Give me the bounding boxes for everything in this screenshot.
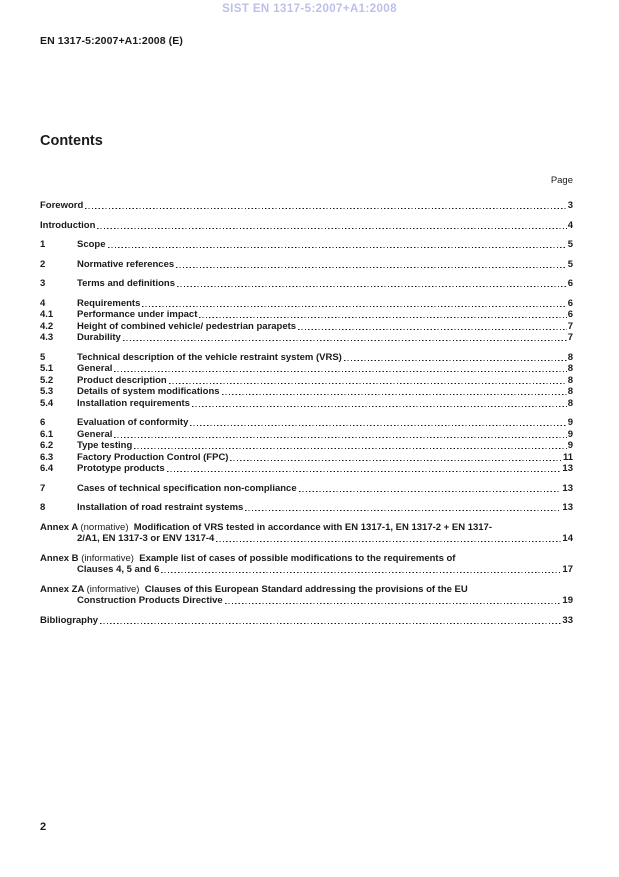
toc-entry — [40, 522, 573, 534]
toc-entry-label — [40, 522, 492, 534]
dot-leader — [298, 328, 567, 330]
toc-entry — [40, 398, 573, 410]
dot-leader — [199, 317, 566, 319]
toc-entry-label-segment: Annex A — [40, 521, 81, 533]
dot-leader — [344, 359, 567, 361]
toc-entry-page: 5 — [567, 258, 573, 270]
dot-leader — [114, 371, 566, 373]
toc-entry — [40, 452, 573, 464]
toc-entry-label: Performance under impact — [77, 309, 198, 320]
toc-entry-page: 9 — [567, 417, 573, 428]
dot-leader — [177, 286, 567, 288]
toc-entry-number: 2 — [40, 258, 46, 270]
toc-entry — [40, 298, 573, 310]
toc-entry — [40, 375, 573, 387]
toc-entry — [40, 220, 573, 232]
toc-entry — [40, 463, 573, 475]
toc-entry-label-segment: (informative) — [81, 552, 134, 564]
toc-entry — [40, 584, 573, 596]
toc-entry-number: 5.2 — [40, 374, 54, 386]
toc-entry-number: 6.4 — [40, 463, 54, 474]
toc-entry — [40, 417, 573, 429]
page-column-label: Page — [550, 175, 573, 186]
dot-leader — [176, 266, 567, 268]
toc-entry-label: Evaluation of conformity — [77, 417, 189, 428]
toc-entry-page: 6 — [567, 278, 573, 289]
dot-leader — [114, 436, 566, 438]
toc-entry-number: 7 — [40, 482, 46, 494]
dot-leader — [134, 448, 566, 450]
toc-entry-label: Prototype products — [77, 463, 165, 474]
dot-leader — [230, 459, 561, 461]
toc-entry-label: Type testing — [77, 440, 133, 451]
toc-entry — [40, 259, 573, 271]
dot-leader — [123, 340, 567, 342]
toc-entry-label-segment: Annex ZA — [40, 583, 87, 595]
toc-entry-number: 5.1 — [40, 363, 54, 374]
toc-entry-page: 14 — [562, 533, 573, 544]
toc-entry-number: 6.2 — [40, 440, 54, 451]
toc-entry-label-segment: (normative) — [80, 521, 129, 533]
toc-entry-label: Foreword — [40, 200, 84, 211]
toc-entry-label: 2/A1, EN 1317-3 or ENV 1317-4 — [77, 533, 215, 544]
toc-entry-number: 6 — [40, 417, 46, 428]
toc-entry — [40, 440, 573, 452]
toc-entry-number: 4.2 — [40, 320, 54, 332]
toc-entry-page: 11 — [562, 451, 573, 463]
toc-entry-number: 8 — [40, 502, 46, 513]
toc-entry — [40, 363, 573, 375]
dot-leader — [167, 471, 562, 473]
toc-entry-page: 13 — [562, 463, 573, 474]
toc-entry-label: Technical description of the vehicle restraint system (VRS) — [77, 351, 342, 363]
toc-entry-number: 4.3 — [40, 332, 54, 343]
toc-entry — [40, 332, 573, 344]
toc-entry-number: 6.3 — [40, 451, 54, 463]
toc-entry-page: 8 — [567, 351, 573, 363]
toc-entry-label-segment: Clauses of this European Standard addressing the provisions of the EU — [139, 583, 468, 595]
toc-entry-label: Factory Production Control (FPC) — [77, 451, 229, 463]
toc-entry-label: Height of combined vehicle/ pedestrian parapets — [77, 320, 297, 332]
toc-entry — [40, 533, 573, 545]
toc-entry-page: 13 — [562, 502, 573, 513]
toc-entry-label: General — [77, 428, 113, 440]
toc-entry-page: 8 — [567, 363, 573, 374]
toc-entry — [40, 278, 573, 290]
dot-leader — [142, 305, 566, 307]
toc-entry-label: Clauses 4, 5 and 6 — [77, 564, 160, 575]
toc-entry-page: 4 — [567, 219, 573, 231]
dot-leader — [222, 394, 567, 396]
toc-entry — [40, 595, 573, 607]
toc-entry — [40, 321, 573, 333]
toc-entry — [40, 352, 573, 364]
dot-leader — [161, 572, 561, 574]
toc-entry-page: 19 — [562, 595, 573, 606]
watermark-text: SIST EN 1317-5:2007+A1:2008 — [222, 3, 397, 15]
toc-entry-number: 3 — [40, 278, 46, 289]
toc-entry-number: 5 — [40, 351, 46, 363]
toc-entry — [40, 309, 573, 321]
toc-entry-number: 6.1 — [40, 428, 54, 440]
toc-entry-page: 8 — [567, 374, 573, 386]
toc-entry-page: 6 — [567, 309, 573, 320]
toc-entry — [40, 429, 573, 441]
toc-entry — [40, 615, 573, 627]
toc-entry-page: 5 — [567, 239, 573, 250]
toc-entry-number: 4 — [40, 297, 46, 309]
toc-entry-label: Terms and definitions — [77, 278, 176, 289]
toc-entry-page: 8 — [567, 397, 573, 409]
toc-entry-page: 7 — [567, 320, 573, 332]
toc-entry-label: Construction Products Directive — [77, 595, 223, 606]
toc-entry-page: 17 — [562, 564, 573, 575]
toc-entry-page: 33 — [562, 614, 573, 626]
dot-leader — [299, 490, 562, 492]
toc-entry-label: Installation of road restraint systems — [77, 502, 244, 513]
toc-entry-label-segment: (informative) — [86, 583, 140, 595]
toc-entry-label: General — [77, 363, 113, 374]
toc-entry-page: 9 — [567, 440, 573, 451]
toc-entry-page: 3 — [567, 200, 573, 211]
table-of-contents — [40, 192, 573, 626]
toc-entry-number: 5.3 — [40, 386, 54, 397]
dot-leader — [192, 405, 567, 407]
toc-entry — [40, 483, 573, 495]
dot-leader — [85, 208, 566, 210]
toc-entry-label: Requirements — [77, 297, 141, 309]
toc-entry-label — [40, 584, 468, 596]
toc-entry-label-segment: Modification of VRS tested in accordance with EN 1317-1, EN 1317-2 + EN 1317- — [128, 521, 493, 533]
toc-entry-number: 5.4 — [40, 397, 54, 409]
footer-page-number: 2 — [40, 821, 47, 833]
dot-leader — [108, 247, 567, 249]
toc-entry-label: Bibliography — [40, 614, 99, 626]
toc-entry-page: 7 — [567, 332, 573, 343]
toc-entry — [40, 564, 573, 576]
dot-leader — [169, 382, 567, 384]
toc-entry-label — [40, 553, 455, 565]
toc-entry — [40, 386, 573, 398]
toc-entry-label: Product description — [77, 374, 167, 386]
toc-entry-label: Scope — [77, 239, 106, 250]
dot-leader — [97, 227, 566, 229]
toc-entry-label: Durability — [77, 332, 121, 343]
toc-entry-label: Details of system modifications — [77, 386, 220, 397]
toc-entry-label: Normative references — [77, 258, 175, 270]
dot-leader — [245, 510, 561, 512]
toc-entry-label: Cases of technical specification non-compliance — [77, 482, 297, 494]
toc-entry — [40, 553, 573, 565]
toc-entry-number: 1 — [40, 239, 46, 250]
toc-entry-label-segment: Annex B — [40, 552, 82, 564]
toc-entry-label: Installation requirements — [77, 397, 190, 409]
contents-heading: Contents — [40, 133, 103, 149]
toc-entry-label-segment: Example list of cases of possible modifications to the requirements of — [133, 552, 456, 564]
toc-entry-page: 8 — [567, 386, 573, 397]
dot-leader — [216, 541, 561, 543]
toc-entry-label: Introduction — [40, 219, 96, 231]
dot-leader — [225, 603, 562, 605]
toc-entry — [40, 200, 573, 212]
toc-entry-page: 6 — [567, 297, 573, 309]
toc-entry — [40, 502, 573, 514]
document-reference: EN 1317-5:2007+A1:2008 (E) — [40, 35, 183, 47]
toc-entry — [40, 239, 573, 251]
toc-entry-page: 13 — [562, 482, 573, 494]
toc-entry-page: 9 — [567, 428, 573, 440]
dot-leader — [190, 425, 566, 427]
dot-leader — [100, 622, 561, 624]
toc-entry-number: 4.1 — [40, 309, 54, 320]
